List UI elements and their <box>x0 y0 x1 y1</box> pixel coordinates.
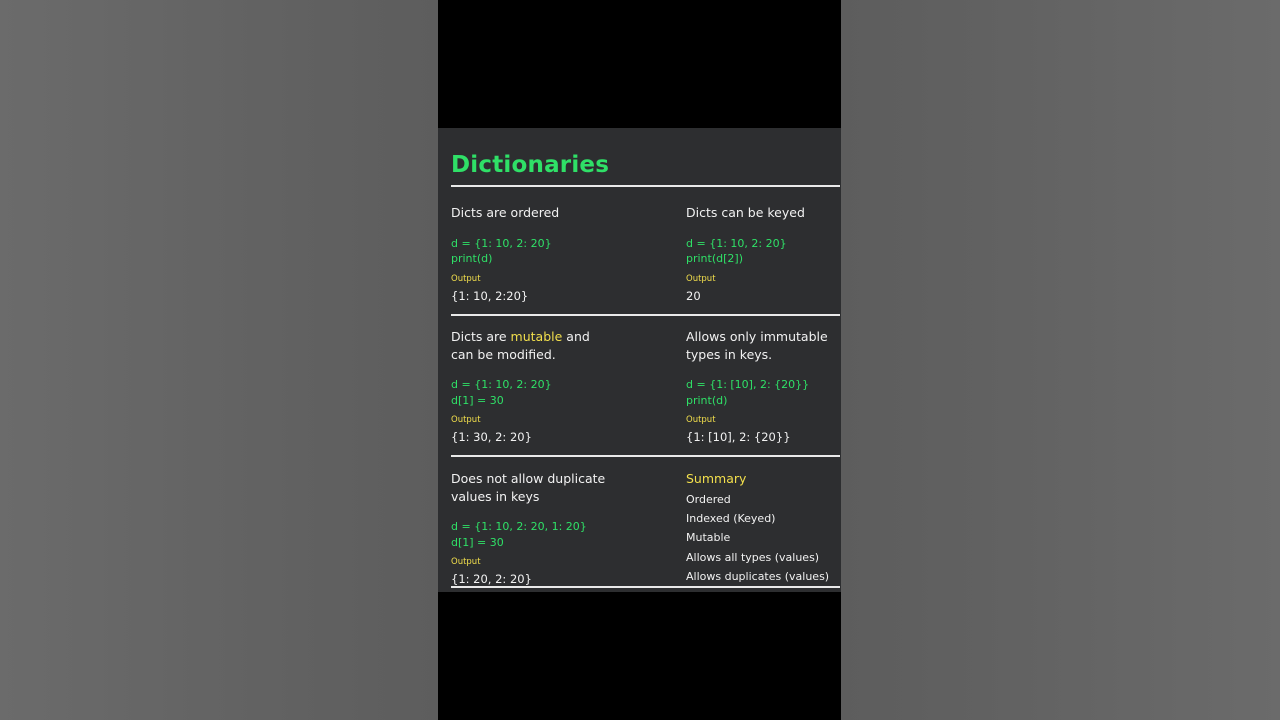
output-value: {1: 20, 2: 20} <box>451 572 532 586</box>
summary-item: Ordered <box>686 493 731 506</box>
summary-item: Mutable <box>686 531 731 545</box>
code-block <box>686 236 841 267</box>
divider <box>451 586 840 588</box>
blurred-background-left <box>0 0 438 720</box>
heading-text: and <box>562 329 590 344</box>
code-block <box>451 377 641 408</box>
cell-mutable <box>451 328 641 445</box>
cell-keyed <box>686 204 841 304</box>
summary-panel <box>686 470 840 586</box>
cell-heading <box>451 470 641 505</box>
code-line: d = {1: 10, 2: 20} <box>451 378 552 391</box>
summary-item: Allows all types (values) <box>686 550 820 564</box>
output-label: Output <box>451 415 481 425</box>
output-label: Output <box>686 273 716 284</box>
cell-ordered <box>451 204 641 304</box>
output-label: Output <box>451 557 481 567</box>
cell-heading <box>686 328 841 363</box>
divider <box>451 455 840 457</box>
cell-immutable-keys <box>686 328 841 445</box>
code-line: d = {1: 10, 2: 20, 1: 20} <box>451 520 587 533</box>
heading-text: types in keys. <box>686 346 773 362</box>
code-line: d = {1: 10, 2: 20} <box>686 236 787 250</box>
output-label: Output <box>451 273 481 284</box>
code-line: d = {1: [10], 2: {20}} <box>686 378 810 391</box>
summary-item: Indexed (Keyed) <box>686 512 776 526</box>
cell-heading <box>451 328 641 363</box>
highlight-mutable: mutable <box>510 329 563 344</box>
divider <box>451 314 840 316</box>
code-block <box>686 377 841 408</box>
heading-text: values in keys <box>451 488 540 504</box>
cell-duplicates <box>451 470 641 587</box>
heading-text: Dicts are <box>451 329 511 344</box>
summary-item: Allows duplicates (values) <box>686 569 830 583</box>
code-line: print(d) <box>451 252 493 265</box>
slide-title: Dictionaries <box>451 152 610 178</box>
output-value: {1: 30, 2: 20} <box>451 430 532 444</box>
code-block <box>451 519 641 550</box>
heading-text: can be modified. <box>451 346 556 362</box>
video-frame <box>438 0 841 720</box>
heading-text: Allows only immutable <box>686 329 828 344</box>
code-line: print(d) <box>686 393 728 407</box>
output-label: Output <box>686 415 716 425</box>
summary-list <box>686 490 840 586</box>
slide <box>438 128 841 592</box>
output-value: 20 <box>686 288 701 303</box>
code-block <box>451 236 641 267</box>
summary-title: Summary <box>686 471 747 486</box>
code-line: print(d[2]) <box>686 252 743 265</box>
output-value: {1: [10], 2: {20}} <box>686 430 791 444</box>
heading-text: Does not allow duplicate <box>451 471 606 486</box>
divider <box>451 185 840 187</box>
code-line: d = {1: 10, 2: 20} <box>451 236 552 250</box>
code-line: d[1] = 30 <box>451 393 504 407</box>
code-line: d[1] = 30 <box>451 535 504 549</box>
cell-heading: Dicts can be keyed <box>686 205 805 220</box>
output-value: {1: 10, 2:20} <box>451 288 529 303</box>
cell-heading: Dicts are ordered <box>451 205 560 220</box>
blurred-background-right <box>841 0 1280 720</box>
